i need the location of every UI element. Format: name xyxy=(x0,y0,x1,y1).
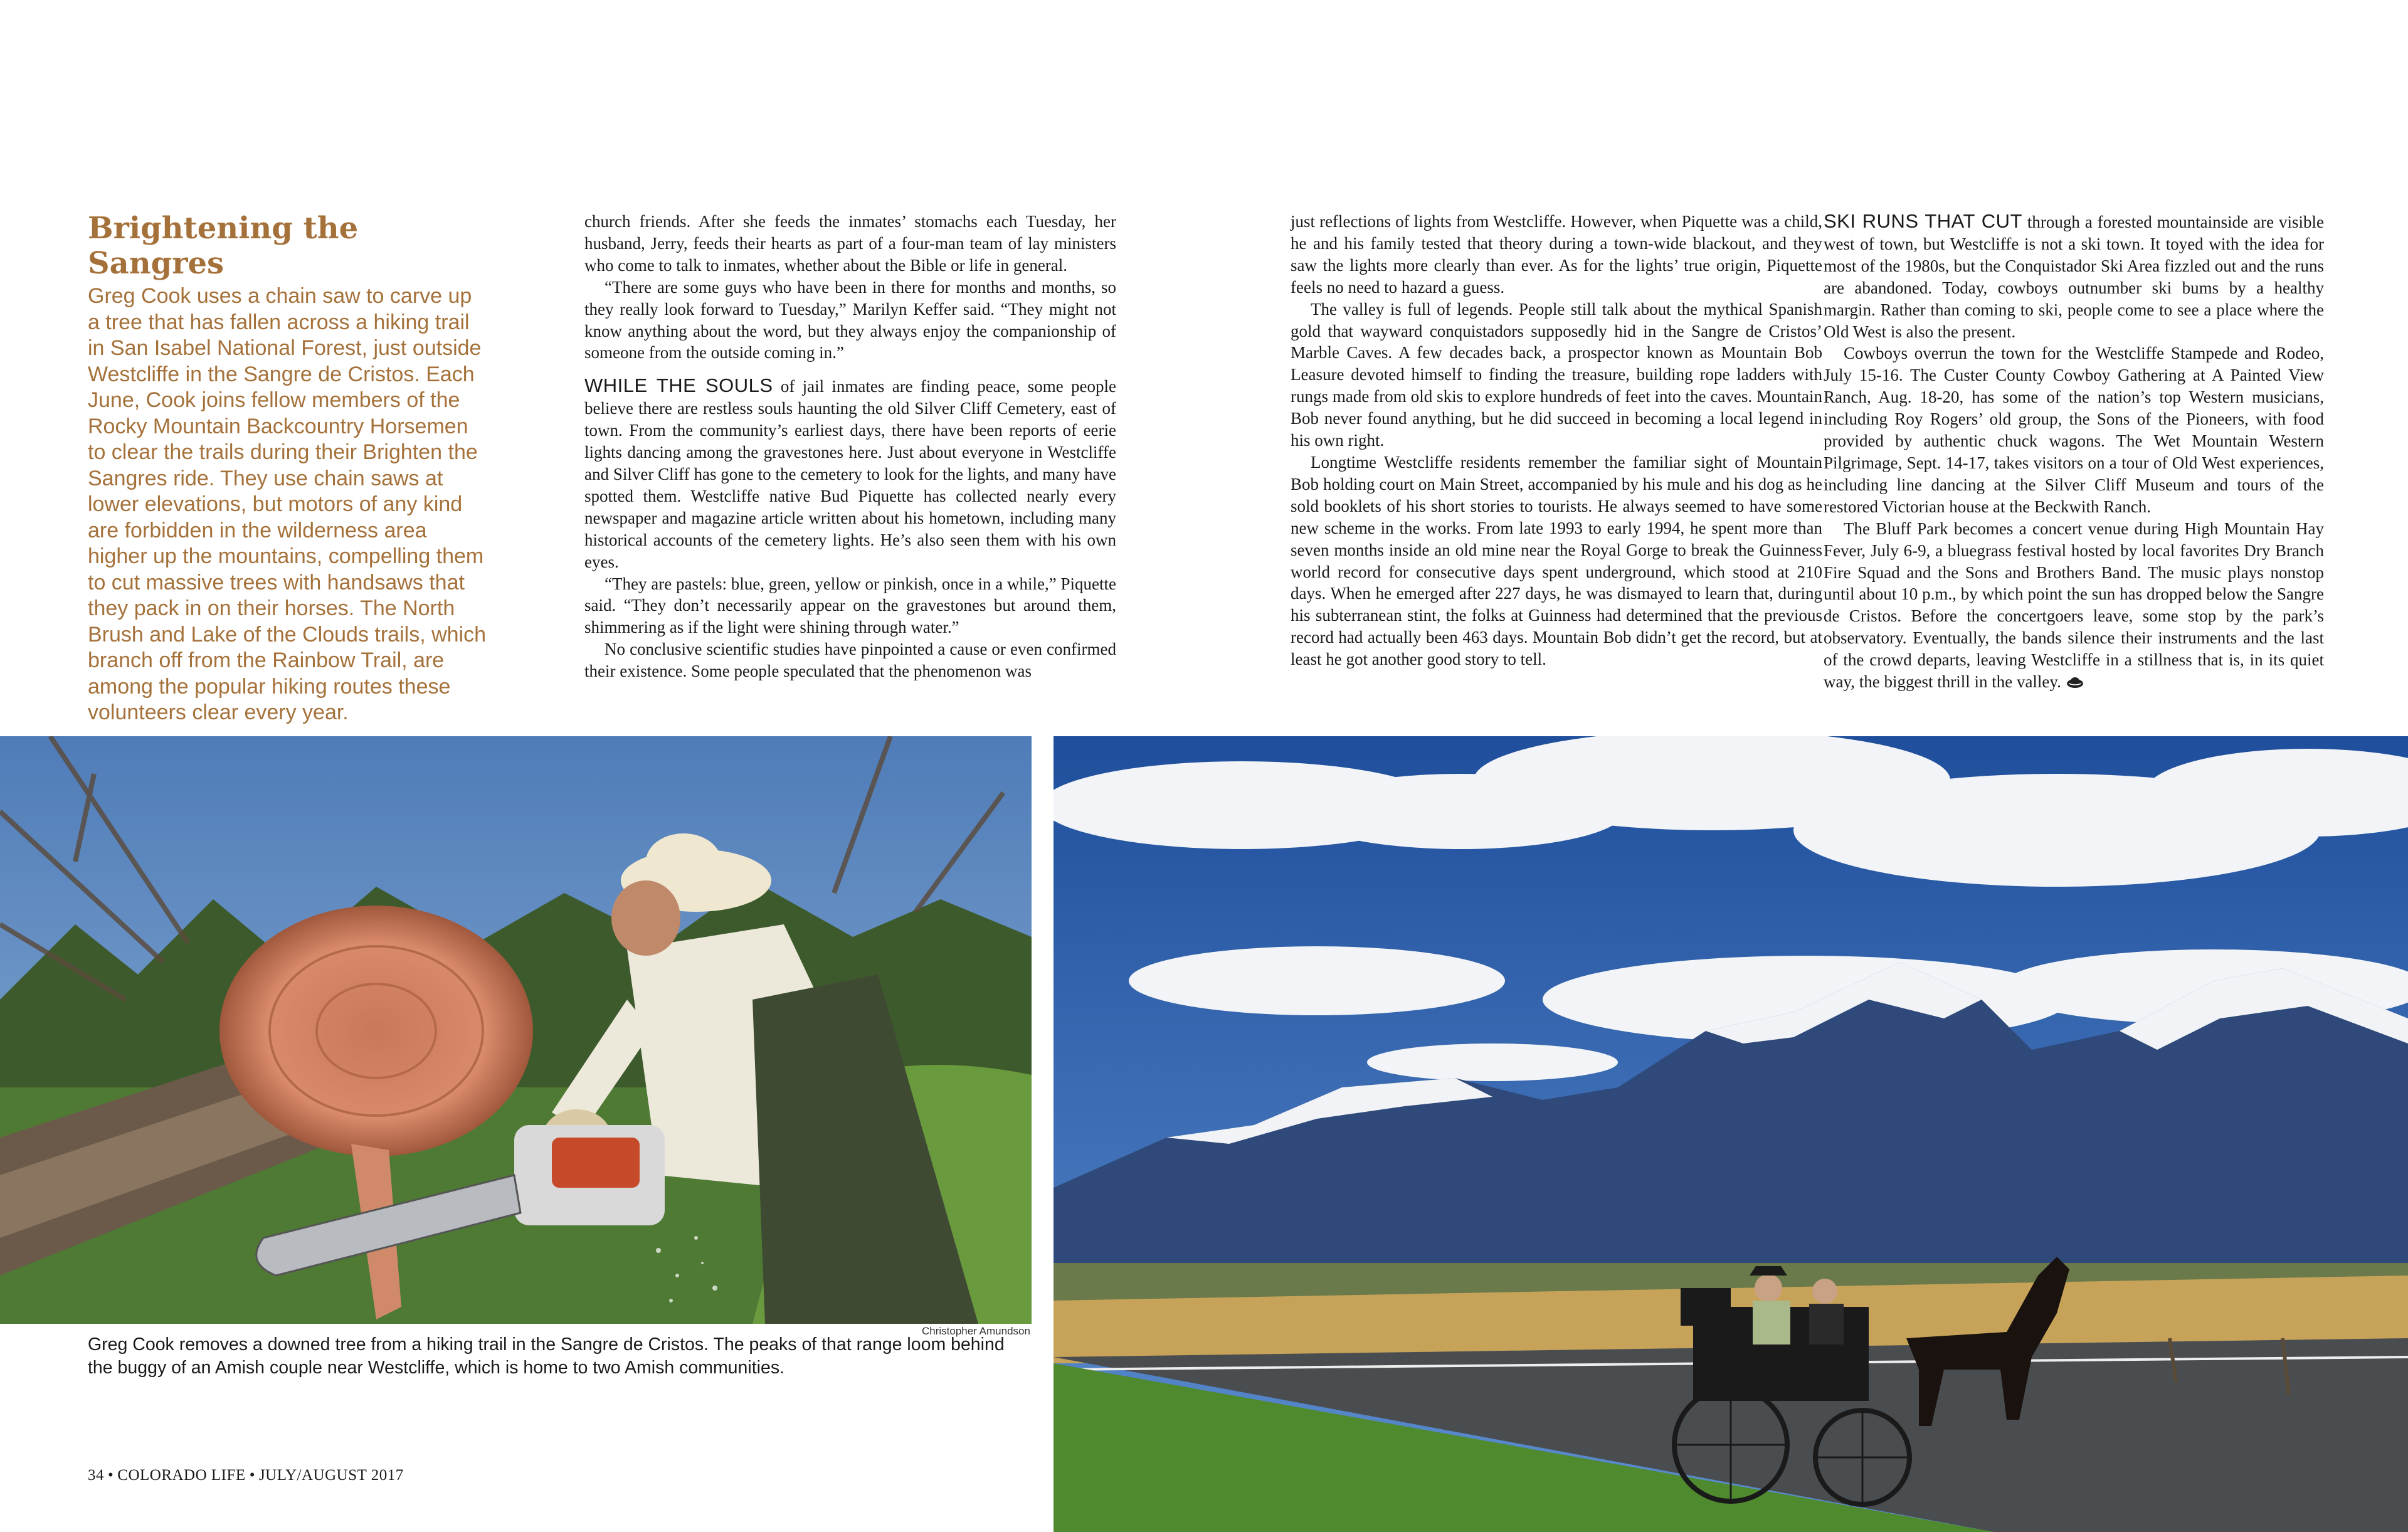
article-paragraph: “They are pastels: blue, green, yellow or pinkish, once in a while,” Piquette said. “They don’t necessarily appear on the gravestones but around them, shimmering as if the light were shining through water.” xyxy=(584,574,1116,637)
photo-caption: Greg Cook removes a downed tree from a hiking trail in the Sangre de Cristos. The peaks of that range loom behind the buggy of an Amish couple near Westcliffe, which is home to two Amish communities. xyxy=(88,1334,1005,1378)
folio-separator: • xyxy=(249,1467,255,1484)
section-lead-in: WHILE THE SOULS xyxy=(584,374,773,397)
sidebar xyxy=(88,211,489,726)
photo-amish-buggy xyxy=(1054,736,2408,1532)
photo-chainsaw-trail xyxy=(0,736,1032,1324)
article-column-2 xyxy=(1291,211,1822,670)
article-column-1 xyxy=(584,211,1116,682)
magazine-name: COLORADO LIFE xyxy=(117,1467,246,1484)
article-column-3 xyxy=(1824,211,2324,693)
paragraph-text: of jail inmates are finding peace, some people believe there are restless souls haunting the old Silver Cliff Cemetery, east of town. From the community’s earliest days, there have been reports of eerie lights dancing among the gravestones here. Just about everyone in Westcliffe and Silver Cliff has gone to the cemetery to look for the lights, and many have spotted them. Westcliffe native Bud Piquette has collected nearly every newspaper and magazine article written about his hometown, including many historical accounts of the cemetery lights. He’s also seen them with his own eyes. xyxy=(584,377,1117,571)
article-paragraph: Cowboys overrun the town for the Westcliffe Stampede and Rodeo, July 15-16. The Custer County Cowboy Gathering at A Painted View Ranch, Aug. 18-20, has some of the nation’s top Western musicians, including Roy Rogers’ old group, the Sons of the Pioneers, with food provided by authentic chuck wagons. The Wet Mountain Western Pilgrimage, Sept. 14-17, takes visitors on a tour of Old West experiences, including line dancing at the Silver Cliff Museum and tours of the restored Victorian house at the Beckwith Ranch. xyxy=(1824,344,2324,516)
section-lead-in: SKI RUNS THAT CUT xyxy=(1824,210,2022,232)
article-paragraph: church friends. After she feeds the inmates’ stomachs each Tuesday, her husband, Jerry, feeds their hearts as part of a four-man team of lay ministers who come to talk to inmates, whether about the Bible or life in general. xyxy=(584,212,1116,275)
paragraph-text: through a forested mountainside are visible west of town, but Westcliffe is not a ski town. It toyed with the idea for most of the 1980s, but the Conquistador Ski Area fizzled out and the runs are abandoned. Today, cowboys outnumber ski bums by a healthy margin. Rather than coming to ski, people come to see a place where the Old West is also the present. xyxy=(1824,213,2324,341)
article-paragraph: Longtime Westcliffe residents remember the familiar sight of Mountain Bob holding court on Main Street, accompanied by his mule and his dog as he sold booklets of his short stories to tourists. He always seemed to have some new scheme in the works. From late 1993 to early 1994, he spent more than seven months inside an old mine near the Royal Gorge to break the Guinness world record for consecutive days spent underground, which stood at 210 days. When he emerged after 227 days, he was dismayed to learn that, during his subterranean stint, the folks at Guinness had determined that the previous record had actually been 463 days. Mountain Bob didn’t get the record, but at least he got another good story to tell. xyxy=(1291,452,1822,669)
page-number: 34 xyxy=(88,1467,104,1484)
article-paragraph xyxy=(1824,211,2324,342)
article-paragraph: “There are some guys who have been in there for months and months, so they really look forward to Tuesday,” Marilyn Keffer said. “They might not know anything about the word, but they always enjoy the companionship of someone from the outside coming in.” xyxy=(584,277,1116,362)
article-paragraph: No conclusive scientific studies have pinpointed a cause or even confirmed their existence. Some people speculated that the phenomenon was xyxy=(584,640,1116,681)
folio-separator: • xyxy=(108,1467,114,1484)
article-paragraph: just reflections of lights from Westcliffe. However, when Piquette was a child, he and his family tested that theory during a town-wide blackout, and they saw the lights more clearly than ever. As for the lights’ true origin, Piquette feels no need to hazard a guess. xyxy=(1291,212,1822,297)
sidebar-title: Brightening the Sangres xyxy=(88,211,359,281)
sidebar-body: Greg Cook uses a chain saw to carve up a tree that has fallen across a hiking trail in San Isabel National Forest, just outside Westcliffe in the Sangre de Cristos. Each June, Cook joins fellow members of the Rocky Mountain Backcountry Horsemen to clear the trails during their Brighten the Sangres ride. They use chain saws at lower elevations, but motors of any kind are forbidden in the wilderness area higher up the mountains, compelling them to cut massive trees with handsaws that they pack in on their horses. The North Brush and Lake of the Clouds trails, which branch off from the Rainbow Trail, are among the popular hiking routes these volunteers clear every year. xyxy=(88,284,487,724)
end-of-story-icon xyxy=(2066,676,2084,689)
article-paragraph xyxy=(1824,518,2324,693)
article-paragraph xyxy=(584,375,1116,573)
issue-date: JULY/AUGUST 2017 xyxy=(258,1467,404,1484)
photo-credit: Christopher Amundson xyxy=(922,1325,1030,1337)
article-paragraph: The valley is full of legends. People still talk about the mythical Spanish gold that wayward conquistadors supposedly hid in the Sangre de Cristos’ Marble Caves. A few decades back, a prospector known as Mountain Bob Leasure devoted himself to finding the treasure, building rope ladders with rungs made from old skis to explore hundreds of feet into the caves. Mountain Bob never found anything, but he did succeed in becoming a local legend in his own right. xyxy=(1291,299,1822,450)
page-folio xyxy=(88,1467,404,1484)
paragraph-text: The Bluff Park becomes a concert venue during High Mountain Hay Fever, July 6-9, a bluegrass festival hosted by local favorites Dry Branch Fire Squad and the Sons and Brothers Band. The music plays nonstop until about 10 p.m., by which point the sun has dropped below the Sangre de Cristos. Before the concertgoers leave, some stop by the park’s observatory. Eventually, the bands silence their instruments and the last of the crowd departs, leaving Westcliffe in a stillness that is, in its quiet way, the biggest thrill in the valley. xyxy=(1824,519,2324,692)
